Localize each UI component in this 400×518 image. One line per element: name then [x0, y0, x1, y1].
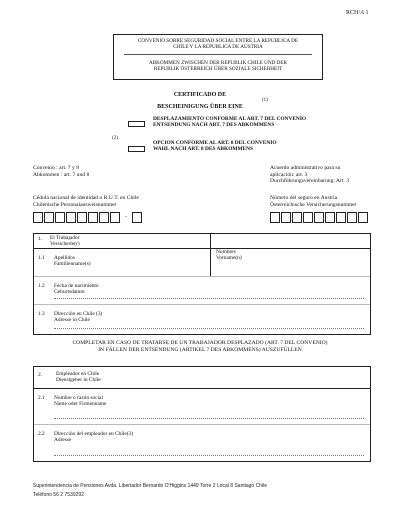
digit-box[interactable]: [33, 212, 43, 223]
dotted-input-line: [54, 298, 364, 299]
digit-box[interactable]: [77, 212, 87, 223]
certificate-heading-es: CERTIFICADO DE: [173, 92, 227, 98]
form-code: RCH/A 1: [346, 10, 369, 16]
digit-box[interactable]: [292, 212, 302, 223]
digit-box[interactable]: [281, 212, 291, 223]
title-german: ABKOMMEN ZWISCHEN DER REPUBLIK CHILE UND DER REPUBLIK ÖSTERREICH ÜBER SOZIALE SICHERHEIT: [148, 60, 288, 73]
section-number: 1.: [38, 236, 43, 242]
digit-box[interactable]: [110, 212, 120, 223]
digit-box[interactable]: [55, 212, 65, 223]
option-choice-label: OPCION CONFORME AL ART. 8 DEL CONVENIO WAHL NACH ART. 8 DES ABKOMMENS: [153, 140, 277, 153]
complete-note: COMPLETAR EN CASO DE TRATARSE DE UN TRABAJADOR DESPLAZADO (ART. 7 DEL CONVENIO) IN FÄLLEN DER ENTSENDUNG (ARTIKEL 7 DES ABKOMMENS) AUSZUFÜLLEN: [72, 340, 328, 353]
digit-box[interactable]: [303, 212, 313, 223]
administrative-agreement-reference: Acuerdo administrativo para su aplicación: art. 3 Durchführungsvereinbarung: Art. 3: [270, 165, 350, 185]
austria-insurance-label: Número del seguro en Austria Österreichische Versicherungsnummer: [270, 195, 357, 208]
digit-box[interactable]: [314, 212, 324, 223]
digit-box[interactable]: [88, 212, 98, 223]
field-label: Apellidos Familienname(s): [54, 255, 91, 268]
digit-box[interactable]: [336, 212, 346, 223]
convention-articles: Convenio : art. 7 y 8 Abkommen : art. 7 und 8: [33, 165, 90, 178]
field-label: Fecha de nacimiento Geburtsdatum: [54, 283, 99, 296]
chile-id-check-digit[interactable]: [132, 212, 143, 223]
field-employer-address-row[interactable]: 2.2 Dirección del empleador en Chile(3) Adresse: [34, 425, 370, 461]
footer-address: Superintendencia de Pensiones Avda. Libertador Bernardo O'Higgins 1449 Torre 2 Local 8 Santiago Chile Teléfono 56 2 7530292: [33, 483, 267, 498]
section-title: El Trabajador Versicherte(r): [50, 235, 80, 248]
digit-box[interactable]: [44, 212, 54, 223]
option-secondment-checkbox[interactable]: [128, 121, 145, 127]
field-label: Dirección en Chile (3) Adresse in Chile: [54, 311, 103, 324]
field-surname-row[interactable]: 1.1 Apellidos Familienname(s) Nombres Vorname(n): [34, 249, 370, 277]
digit-box[interactable]: [347, 212, 357, 223]
section-employer-header: [34, 367, 370, 389]
digit-box[interactable]: [358, 212, 368, 223]
title-divider: [124, 54, 312, 55]
title-spanish: CONVENIO SOBRE SEGURIDAD SOCIAL ENTRE LA REPUBLICA DE CHILE Y LA REPUBLICA DE AUSTRIA: [137, 38, 299, 51]
dotted-input-line: [54, 455, 364, 456]
section-worker-header: [34, 234, 370, 249]
digit-box[interactable]: [99, 212, 109, 223]
dotted-input-line: [54, 418, 364, 419]
field-birthdate-row[interactable]: 1.2 Fecha de nacimiento Geburtsdatum: [34, 277, 370, 305]
field-employer-name-row[interactable]: 2.1 Nombre o razón social Name oder Firmenname: [34, 389, 370, 425]
austria-insurance-input[interactable]: [270, 212, 369, 223]
footnote-1: (1): [262, 98, 268, 103]
check-digit-dash: -: [125, 214, 127, 220]
digit-box[interactable]: [325, 212, 335, 223]
footnote-2: (2): [112, 136, 118, 141]
section-title: Empleador en Chile Dienstgeber in Chile: [56, 371, 101, 384]
column-divider: [210, 234, 211, 276]
dotted-input-line: [54, 328, 364, 329]
option-secondment-label: DESPLAZAMIENTO CONFORME AL ART. 7 DEL CONVENIO ENTSENDUNG NACH ART. 7 DES ABKOMMENS: [153, 116, 307, 129]
chile-id-input[interactable]: [33, 212, 121, 223]
digit-box[interactable]: [66, 212, 76, 223]
digit-box[interactable]: [270, 212, 280, 223]
field-address-row[interactable]: 1.3 Dirección en Chile (3) Adresse in Chile: [34, 305, 370, 334]
section-employer: [33, 366, 371, 462]
certificate-heading-de: BESCHEINIGUNG ÜBER EINE: [157, 104, 243, 110]
digit-box[interactable]: [132, 212, 142, 223]
section-worker: [33, 233, 371, 335]
agreement-title-box: [113, 34, 323, 80]
field-label: Dirección del empleador en Chile(3) Adresse: [54, 431, 134, 444]
section-number: 2.: [38, 372, 43, 378]
field-label: Nombre o razón social Name oder Firmenname: [54, 395, 107, 408]
chile-id-label: Cédula nacional de identidad o R.U.T. en Chile Chilenische Personalausweisnummer: [33, 195, 139, 208]
field-label: Nombres Vorname(n): [216, 249, 242, 262]
option-choice-checkbox[interactable]: [128, 146, 145, 152]
